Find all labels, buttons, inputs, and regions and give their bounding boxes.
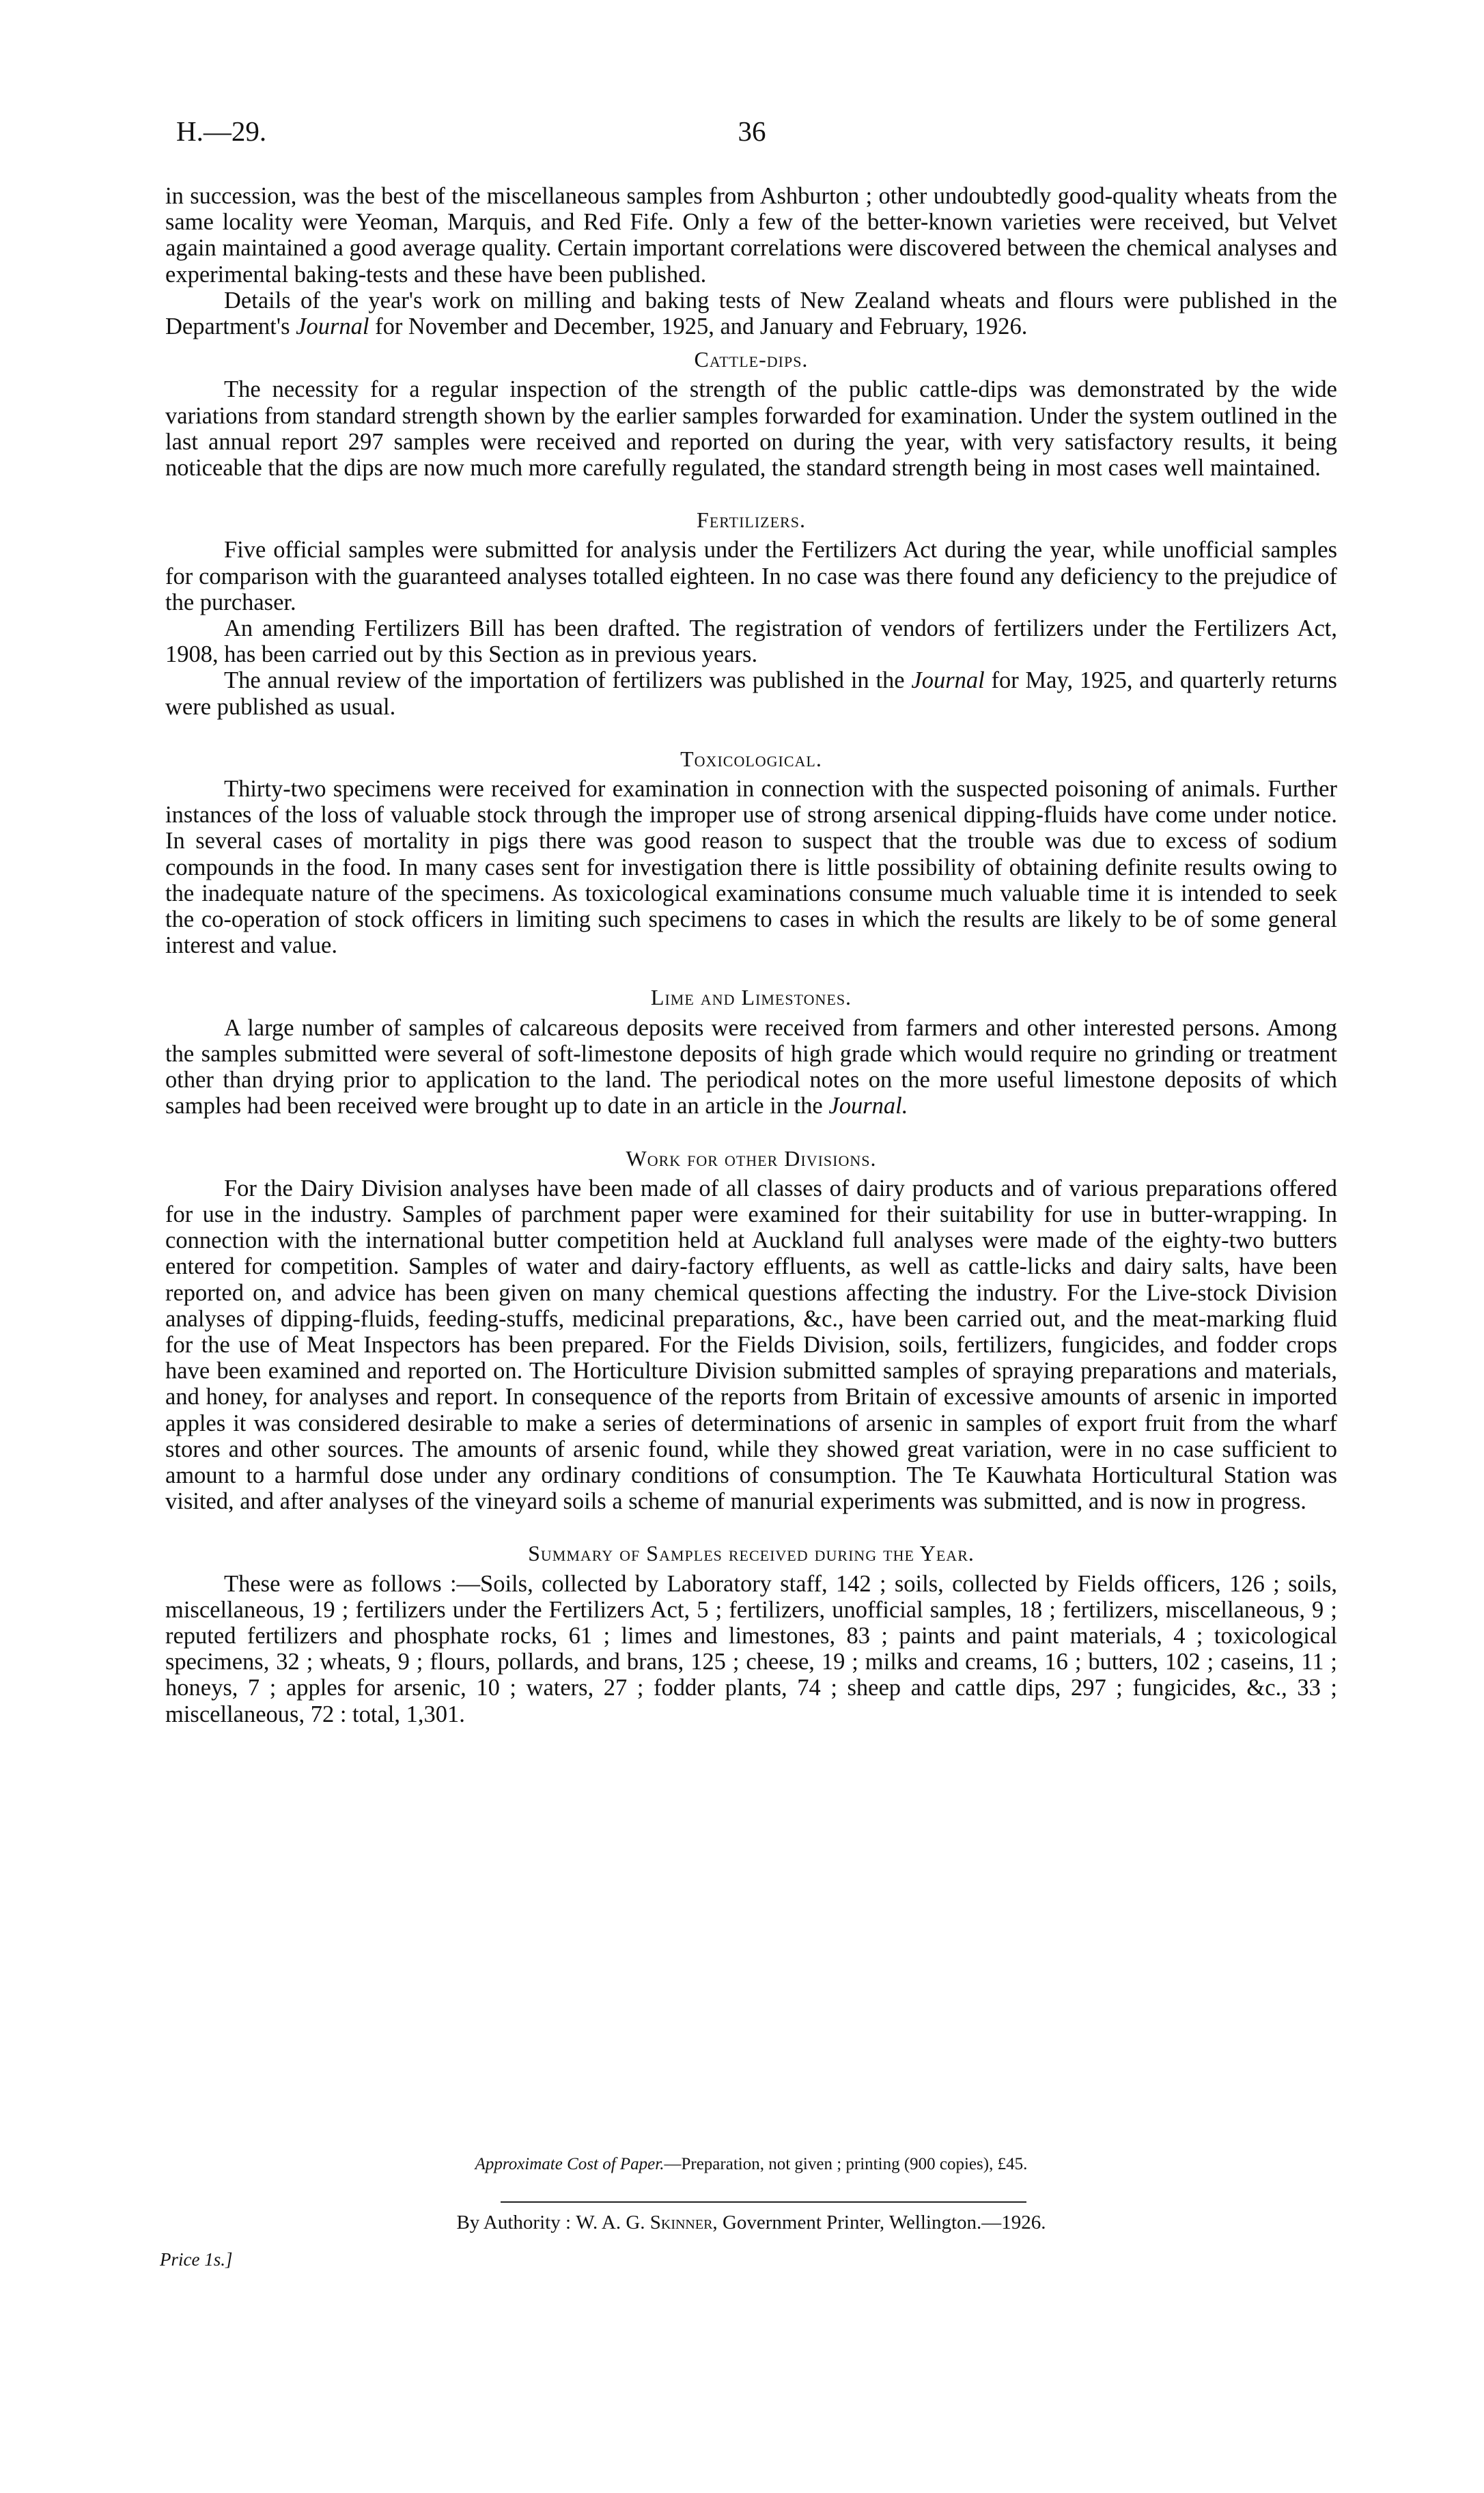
heading-cattle-dips: Cattle-dips.: [694, 347, 809, 372]
fertilizers-paragraph-3: [165, 667, 1337, 719]
authority-prefix: By Authority :: [456, 2212, 572, 2233]
intro-p2-text-a: Details of the year's work on milling and baking tests of New Zealand wheats and flours were published in the Department's: [165, 287, 1337, 340]
heading-summary: Summary of Samples received during the Year.: [528, 1541, 975, 1566]
printer-authority: [165, 2212, 1337, 2234]
page-header: [176, 115, 1328, 163]
fertilizers-p3-text-a: The annual review of the importation of fertilizers was published in the: [224, 667, 905, 694]
intro-paragraph-1: in succession, was the best of the miscellaneous samples from Ashburton ; other undoubtedly good-quality wheats from the same locality were Yeoman, Marquis, and Red Fife. Only a few of the better-known varieties were received, but Velvet again maintained a good average quality. Certain important correlations were discovered between the chemical analyses and experimental baking-tests and these have been published.: [165, 183, 1337, 288]
journal-ref: Journal: [911, 667, 985, 694]
journal-ref: Journal: [296, 314, 369, 340]
journal-ref: Journal.: [828, 1093, 908, 1119]
heading-fertilizers: Fertilizers.: [697, 507, 806, 533]
heading-other-divisions: Work for other Divisions.: [626, 1145, 877, 1171]
intro-p2-text-b: for November and December, 1925, and January and February, 1926.: [375, 314, 1028, 340]
fertilizers-paragraph-2: An amending Fertilizers Bill has been drafted. The registration of vendors of fertilizers under the Fertilizers Act, 1908, has been carried out by this Section as in previous years.: [165, 615, 1337, 668]
intro-paragraph-2: [165, 288, 1337, 339]
heading-lime-limestones: Lime and Limestones.: [650, 985, 852, 1010]
price: Price 1s.]: [160, 2249, 233, 2270]
printer-name: W. A. G. Skinner,: [576, 2212, 718, 2233]
page-body: [165, 183, 1337, 1727]
cost-text: —Preparation, not given ; printing (900 copies), £45.: [664, 2155, 1028, 2173]
summary-paragraph: These were as follows :—Soils, collected by Laboratory staff, 142 ; soils, collected by Fields officers, 126 ; soils, miscellaneous, 19 ; fertilizers under the Fertilizers Act, 5 ; fertilizers, unofficial samples, 18 ; fertilizers, miscellaneous, 9 ; reputed fertilizers and phosphate rocks, 61 ; limes and limestones, 83 ; paints and paint materials, 4 ; toxicological specimens, 32 ; wheats, 9 ; flours, pollards, and brans, 125 ; cheese, 19 ; milks and creams, 16 ; butters, 102 ; caseins, 11 ; honeys, 7 ; apples for arsenic, 10 ; waters, 27 ; fodder plants, 74 ; sheep and cattle dips, 297 ; fungicides, &c., 33 ; miscellaneous, 72 : total, 1,301.: [165, 1570, 1337, 1727]
cost-of-paper: [165, 2155, 1337, 2174]
fertilizers-p3-text-b: for May, 1925, and quarterly returns were published as usual.: [165, 667, 1337, 720]
footer-rule: [501, 2201, 1026, 2203]
other-divisions-paragraph: For the Dairy Division analyses have been made of all classes of dairy products and of various preparations offered for use in the industry. Samples of parchment paper were examined for their suitability for use in butter-wrapping. In connection with the international butter competition held at Auckland full analyses were made of the eighty-two butters entered for competition. Samples of water and dairy-factory effluents, as well as cattle-licks and dairy salts, have been reported on, and advice has been given on many chemical questions affecting the industry. For the Live-stock Division analyses of dipping-fluids, feeding-stuffs, medicinal preparations, &c., have been carried out, and the meat-marking fluid for the use of Meat Inspectors has been prepared. For the Fields Division, soils, fertilizers, fungicides, and fodder crops have been examined and reported on. The Horticulture Division submitted samples of spraying preparations and materials, and honey, for analyses and report. In consequence of the reports from Britain of excessive amounts of arsenic in imported apples it was considered desirable to make a series of determinations of arsenic in samples of export fruit from the wharf stores and other sources. The amounts of arsenic found, while they showed great variation, were in no case sufficient to amount to a harmful dose under any ordinary conditions of consumption. The Te Kauwhata Horticultural Station was visited, and after analyses of the vineyard soils a scheme of manurial experiments was submitted, and is now in progress.: [165, 1175, 1337, 1515]
heading-toxicological: Toxicological.: [680, 746, 822, 771]
cattle-dips-paragraph: The necessity for a regular inspection of the strength of the public cattle-dips was demonstrated by the wide variations from standard strength shown by the earlier samples forwarded for examination. Under the system outlined in the last annual report 297 samples were received and reported on during the year, with very satisfactory results, it being noticeable that the dips are now much more carefully regulated, the standard strength being in most cases well maintained.: [165, 376, 1337, 482]
page-number: 36: [738, 115, 766, 147]
cost-label: Approximate Cost of Paper.: [475, 2155, 664, 2173]
fertilizers-paragraph-1: Five official samples were submitted for analysis under the Fertilizers Act during the year, while unofficial samples for comparison with the guaranteed analyses totalled eighteen. In no case was there found any deficiency to the prejudice of the purchaser.: [165, 537, 1337, 615]
lime-text: A large number of samples of calcareous deposits were received from farmers and other interested persons. Among the samples submitted were several of soft-limestone deposits of high grade which would require no grinding or treatment other than drying prior to application to the land. The periodical notes on the more useful limestone deposits of which samples had been received were brought up to date in an article in the: [165, 1014, 1337, 1119]
document-code: H.—29.: [176, 115, 267, 147]
authority-suffix: Government Printer, Wellington.—1926.: [722, 2212, 1046, 2233]
lime-paragraph: [165, 1015, 1337, 1119]
toxicological-paragraph: Thirty-two specimens were received for examination in connection with the suspected poisoning of animals. Further instances of the loss of valuable stock through the improper use of strong arsenical dipping-fluids have come under notice. In several cases of mortality in pigs there was good reason to suspect that the trouble was due to excess of sodium compounds in the food. In many cases sent for investigation there is little possibility of obtaining definite results owing to the inadequate nature of the specimens. As toxicological examinations consume much valuable time it is intended to seek the co-operation of stock officers in limiting such specimens to cases in which the results are likely to be of some general interest and value.: [165, 776, 1337, 959]
